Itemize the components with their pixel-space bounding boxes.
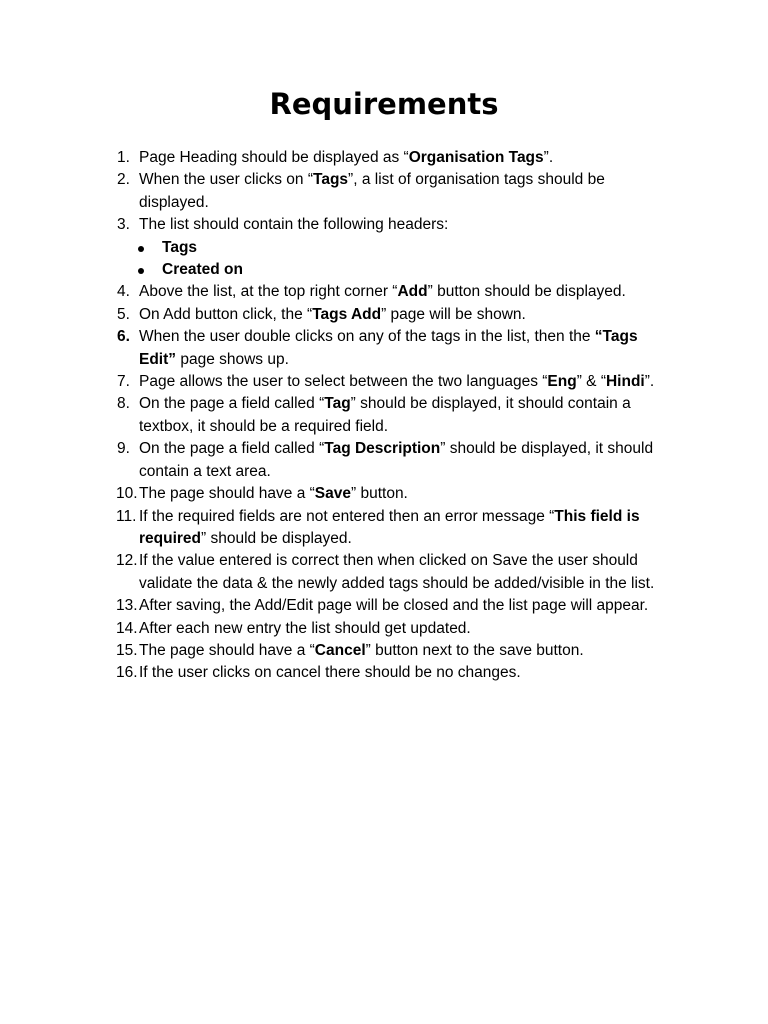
list-item-number: 7. (117, 373, 130, 391)
bold-text: Cancel (314, 641, 366, 659)
list-item-number: 16. (116, 664, 138, 682)
list-item-text (139, 373, 654, 390)
bullet-list (0, 237, 768, 282)
text-segment: ” button next to the save button. (365, 641, 584, 659)
list-item-text (139, 328, 638, 367)
bold-text: Tags Add (312, 305, 382, 323)
list-item-text (139, 485, 408, 502)
bold-text: This field is required (139, 507, 640, 547)
list-item-text (139, 597, 648, 614)
text-segment: The page should have a “ (139, 485, 315, 503)
text-segment: After saving, the Add/Edit page will be closed and the list page will appear. (139, 597, 649, 615)
list-item (0, 640, 677, 662)
list-item (0, 550, 677, 595)
bold-text: Save (314, 485, 351, 503)
bold-text: Tag (324, 395, 351, 413)
text-segment: ” page will be shown. (381, 305, 526, 323)
list-item-number: 1. (117, 149, 130, 166)
text-segment: ” should be displayed, it should contain a text area. (139, 440, 654, 480)
list-item-number: 6. (117, 328, 130, 346)
bullet-icon (138, 246, 144, 252)
text-segment: If the user clicks on cancel there should be no changes. (139, 664, 521, 682)
text-segment: ” should be displayed, it should contain a textbox, it should be a required field. (139, 395, 631, 435)
requirements-list (0, 147, 768, 685)
text-segment: ”, a list of organisation tags should be displayed. (139, 171, 605, 211)
list-item (0, 483, 677, 505)
list-item-text (139, 552, 654, 591)
list-item-number: 14. (116, 619, 138, 637)
text-segment: When the user double clicks on any of the tags in the list, then the (139, 328, 595, 346)
list-item-text (139, 440, 653, 479)
list-item-text (139, 620, 471, 637)
list-item-number: 4. (117, 283, 130, 301)
list-item-text (139, 149, 553, 166)
list-item (0, 438, 677, 483)
list-item-number: 2. (117, 171, 130, 189)
bold-text: Organisation Tags (408, 149, 544, 166)
bold-text: Add (397, 283, 428, 301)
page-title: Requirements (269, 87, 499, 121)
text-segment: The list should contain the following headers: (139, 216, 449, 234)
text-segment: ”. (543, 149, 554, 166)
bullet-item (0, 237, 768, 259)
bold-text: Tags (313, 171, 349, 189)
list-item-number: 13. (116, 597, 138, 615)
bold-text: Hindi (605, 373, 645, 391)
sub-list-container (0, 237, 768, 282)
text-segment: Page Heading should be displayed as “ (139, 149, 409, 166)
list-item (0, 281, 677, 303)
bullet-item-text: Created on (162, 261, 243, 279)
list-item (0, 595, 677, 617)
list-item (0, 618, 677, 640)
list-item-number: 8. (117, 395, 130, 413)
list-item (0, 147, 677, 169)
list-item-number: 15. (116, 641, 138, 659)
text-segment: page shows up. (176, 350, 289, 368)
list-item (0, 304, 677, 326)
bold-text: Tag Description (324, 440, 441, 458)
list-item (0, 326, 677, 371)
bold-text: “Tags Edit” (139, 328, 638, 368)
list-item-text (139, 306, 526, 323)
text-segment: When the user clicks on “ (139, 171, 314, 189)
bullet-item (0, 259, 768, 281)
list-item (0, 662, 677, 684)
text-segment: ” & “ (576, 373, 606, 391)
text-segment: On Add button click, the “ (139, 305, 313, 323)
list-item-number: 3. (117, 216, 130, 234)
list-item (0, 506, 677, 551)
list-item (0, 214, 677, 236)
bullet-item-text: Tags (162, 238, 198, 256)
text-segment: ” button should be displayed. (427, 283, 626, 301)
list-item (0, 393, 677, 438)
list-item (0, 371, 677, 393)
text-segment: The page should have a “ (139, 641, 315, 659)
text-segment: On the page a field called “ (139, 395, 325, 413)
list-item-text (139, 664, 521, 681)
list-item-text (139, 395, 631, 434)
list-item-number: 11. (116, 507, 137, 525)
list-item-text (139, 216, 448, 233)
list-item-number: 9. (117, 440, 130, 458)
list-item-number: 10. (116, 485, 138, 503)
list-item-number: 12. (116, 552, 138, 570)
list-item-text (139, 508, 640, 547)
list-item-text (139, 171, 605, 210)
list-item (0, 169, 677, 214)
text-segment: ” should be displayed. (201, 529, 352, 547)
text-segment: After each new entry the list should get updated. (139, 619, 471, 637)
text-segment: ”. (644, 373, 655, 391)
list-item-text (139, 642, 584, 659)
text-segment: If the required fields are not entered then an error message “ (139, 507, 555, 525)
bullet-icon (138, 268, 144, 274)
bold-text: Eng (547, 373, 577, 391)
text-segment: ” button. (351, 485, 408, 503)
list-item-text (139, 283, 626, 300)
text-segment: If the value entered is correct then when clicked on Save the user should validate the data & the newly added tags should be added/visible in the list. (139, 552, 655, 592)
text-segment: Page allows the user to select between the two languages “ (139, 373, 548, 391)
list-item-number: 5. (117, 305, 130, 323)
text-segment: Above the list, at the top right corner “ (139, 283, 398, 301)
text-segment: On the page a field called “ (139, 440, 325, 458)
